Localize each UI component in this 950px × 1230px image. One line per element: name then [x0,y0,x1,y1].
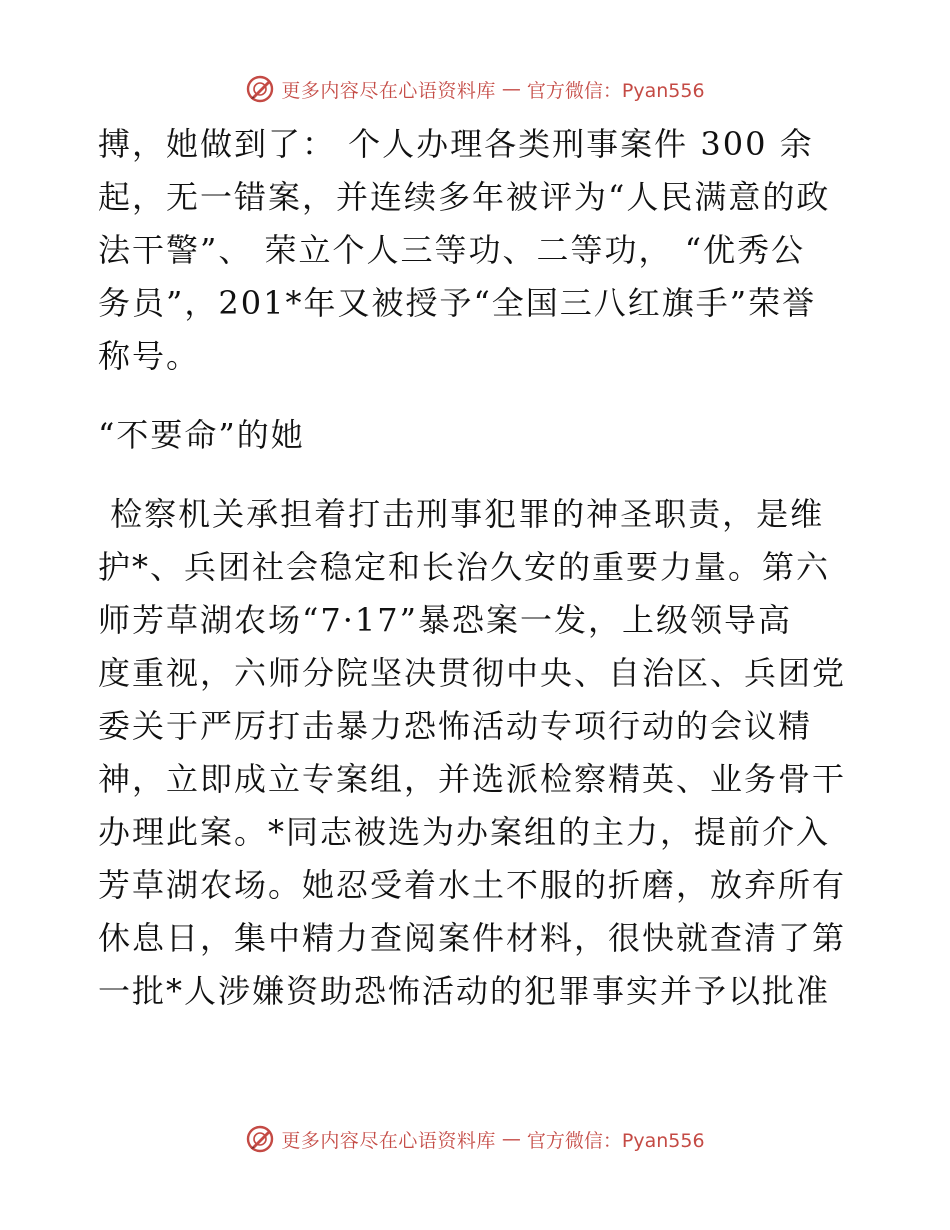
watermark-separator: — [501,1128,521,1150]
pen-circle-logo-icon [245,74,275,104]
pen-circle-logo-icon [245,1124,275,1154]
watermark-wechat: 官方微信：Pyan556 [526,1129,705,1152]
watermark-wechat: 官方微信：Pyan556 [526,79,705,102]
text-line: 芳草湖农场。她忍受着水土不服的折磨，放弃所有 [98,866,847,904]
paragraph-2 [98,488,858,1018]
text-line: 休息日，集中精力查阅案件材料，很快就查清了第 [98,919,847,957]
watermark-title: 更多内容尽在心语资料库 [281,79,496,102]
paragraph-gap [98,462,858,488]
watermark-header [0,72,950,106]
text-line: 务员”，201*年又被授予“全国三八红旗手”荣誉 [98,284,817,322]
text-line: 办理此案。*同志被选为办案组的主力，提前介入 [98,813,831,851]
text-line: 检察机关承担着打击刑事犯罪的神圣职责，是维 [98,495,825,533]
text-line: 搏，她做到了： 个人办理各类刑事案件 300 余 [98,125,814,163]
text-line: 神，立即成立专案组，并选派检察精英、业务骨干 [98,760,847,798]
watermark-title: 更多内容尽在心语资料库 [281,1129,496,1152]
text-line: 度重视，六师分院坚决贯彻中央、自治区、兵团党 [98,654,847,692]
text-line: 师芳草湖农场“7·17”暴恐案一发，上级领导高 [98,601,792,639]
article-body [98,118,858,1018]
paragraph-1 [98,118,858,383]
watermark-separator: — [501,78,521,100]
text-line: 一批*人涉嫌资助恐怖活动的犯罪事实并予以批准 [98,972,831,1010]
text-line: 护*、兵团社会稳定和长治久安的重要力量。第六 [98,548,831,586]
text-line: 起，无一错案，并连续多年被评为“人民满意的政 [98,178,831,216]
text-line: 称号。 [98,337,201,375]
watermark-footer [0,1122,950,1156]
text-line: 法干警”、 荣立个人三等功、二等功， “优秀公 [98,231,806,269]
section-heading: “不要命”的她 [98,416,305,454]
text-line: 委关于严厉打击暴力恐怖活动专项行动的会议精 [98,707,813,745]
paragraph-gap [98,383,858,409]
